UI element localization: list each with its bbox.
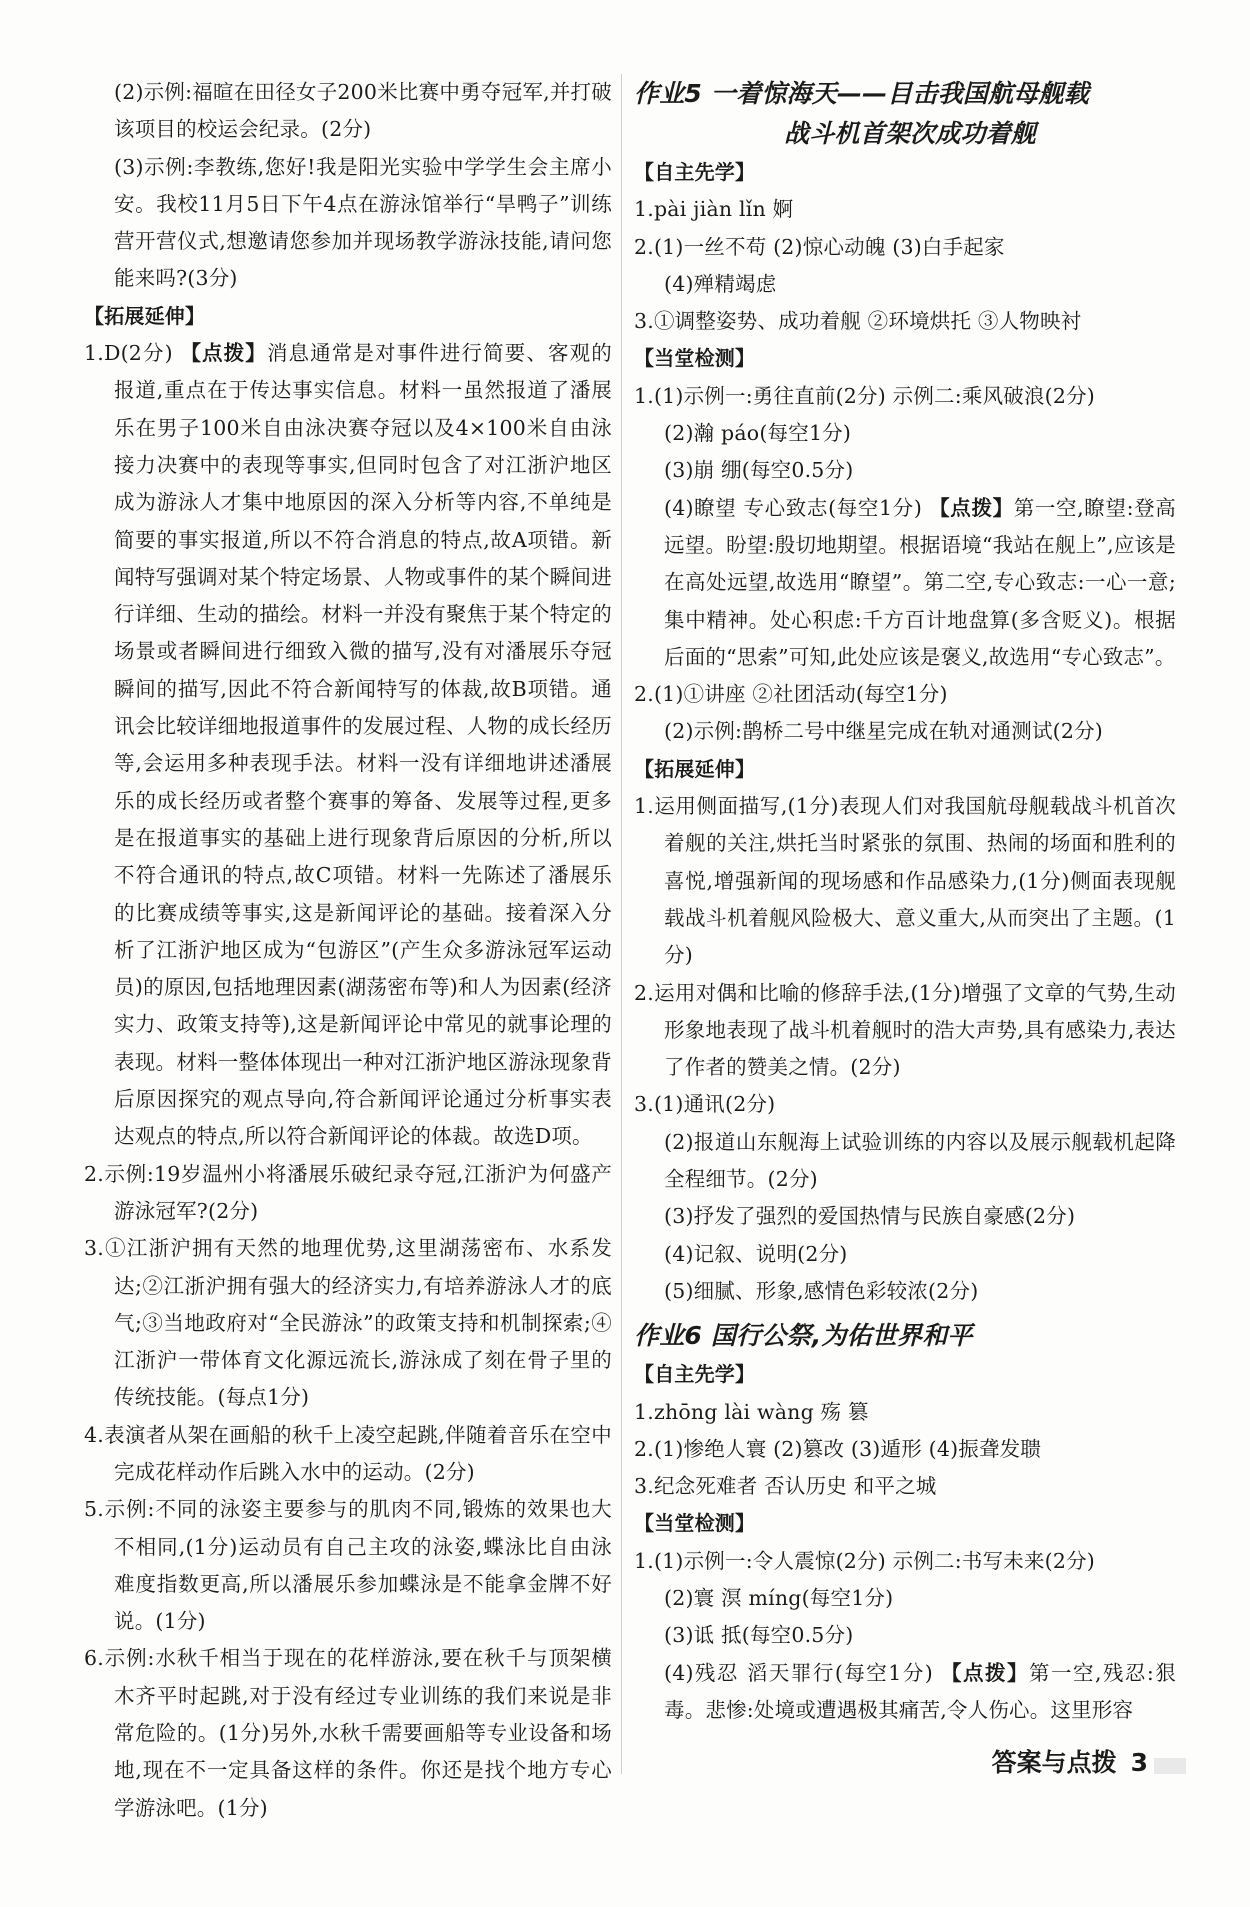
- answer-item: 1.zhōng lài wàng 殇 篡: [634, 1399, 869, 1424]
- column-divider: [621, 74, 622, 1774]
- section-heading: 【当堂检测】: [634, 346, 756, 371]
- answer-item: 2.(1)惨绝人寰 (2)篡改 (3)遁形 (4)振聋发聩: [634, 1436, 1042, 1461]
- answer-text: (3)示例:李教练,您好!我是阳光实验中学学生会主席小安。我校11月5日下午4点在游泳馆举行“旱鸭子”训练营开营仪式,想邀请您参加并现场教学游泳技能,请问您能来吗?(3分): [114, 154, 612, 291]
- answer-item: (2)寰 溟 míng(每空1分): [664, 1585, 894, 1610]
- answer-item: (4)瞭望 专心致志(每空1分) 【点拨】第一空,瞭望:登高远望。盼望:殷切地期望。根据语境“我站在舰上”,应该是在高处远望,故选用“瞭望”。第二空,专心致志:一心一意;集中精神。处心积虑:千方百计地盘算(多含贬义)。根据后面的“思索”可知,此处应该是褒义,故选用“专心致志”。: [664, 495, 1176, 669]
- answer-item: 1.pài jiàn lǐn 婀: [634, 197, 794, 222]
- answer-item: 3.①调整姿势、成功着舰 ②环境烘托 ③人物映衬: [634, 309, 1082, 334]
- answer-item: 6.示例:水秋千相当于现在的花样游泳,要在秋千与顶架横木齐平时起跳,对于没有经过专业训练的我们来说是非常危险的。(1分)另外,水秋千需要画船等专业设备和场地,现在不一定具备这样的条件。你还是找个地方专心学游泳吧。(1分): [84, 1646, 612, 1820]
- answer-item: 1.D(2分) 【点拨】消息通常是对事件进行简要、客观的报道,重点在于传达事实信息。材料一虽然报道了潘展乐在男子100米自由泳决赛夺冠以及4×100米自由泳接力决赛中的表现等事实,但同时包含了对江浙沪地区成为游泳人才集中地原因的深入分析等内容,不单纯是简要的事实报道,所以不符合消息的特点,故A项错。新闻特写强调对某个特定场景、人物或事件的某个瞬间进行详细、生动的描绘。材料一并没有聚焦于某个特定的场景或者瞬间进行细致入微的描写,没有对潘展乐夺冠瞬间的描写,因此不符合新闻特写的体裁,故B项错。通讯会比较详细地报道事件的发展过程、人物的成长经历等,会运用多种表现手法。材料一没有详细地讲述潘展乐的成长经历或者整个赛事的筹备、发展等过程,更多是在报道事实的基础上进行现象背后原因的分析,所以不符合通讯的特点,故C项错。材料一先陈述了潘展乐的比赛成绩等事实,这是新闻评论的基础。接着深入分析了江浙沪地区成为“包游区”(产生众多游泳冠军运动员)的原因,包括地理因素(湖荡密布等)和人为因素(经济实力、政策支持等),这是新闻评论中常见的就事论理的表现。材料一整体体现出一种对江浙沪地区游泳现象背后原因探究的观点导向,符合新闻评论通过分析事实表达观点的特点,所以符合新闻评论的体裁。故选D项。: [84, 341, 612, 1149]
- answer-item: 1.(1)示例一:勇往直前(2分) 示例二:乘风破浪(2分): [634, 383, 1096, 408]
- answer-item: (3)诋 抵(每空0.5分): [664, 1623, 854, 1648]
- footer-decoration: [1154, 1758, 1186, 1774]
- section-heading: 【自主先学】: [634, 1362, 756, 1387]
- tip-label: 【点拨】: [180, 341, 267, 366]
- answer-item: (3)抒发了强烈的爱国热情与民族自豪感(2分): [664, 1204, 1076, 1229]
- answer-item: (3)崩 绷(每空0.5分): [664, 458, 854, 483]
- answer-item: 2.(1)①讲座 ②社团活动(每空1分): [634, 682, 948, 707]
- answer-item: (4)残忍 滔天罪行(每空1分) 【点拨】第一空,残忍:狠毒。悲惨:处境或遭遇极其痛苦,令人伤心。这里形容: [664, 1660, 1177, 1722]
- answer-text: (2)示例:福暄在田径女子200米比赛中勇夺冠军,并打破该项目的校运会纪录。(2分): [114, 80, 612, 142]
- answer-item: 2.(1)一丝不苟 (2)惊心动魄 (3)白手起家: [634, 234, 1005, 259]
- answer-item: 1.运用侧面描写,(1分)表现人们对我国航母舰载战斗机首次着舰的关注,烘托当时紧张的氛围、热闹的场面和胜利的喜悦,增强新闻的现场感和作品感染力,(1分)侧面表现舰载战斗机着舰风险极大、意义重大,从而突出了主题。(1分): [634, 794, 1176, 968]
- right-column: [634, 74, 1176, 1729]
- tip-label: 【点拨】: [929, 495, 1014, 520]
- answer-item: 3.①江浙沪拥有天然的地理优势,这里湖荡密布、水系发达;②江浙沪拥有强大的经济实力,有培养游泳人才的底气;③当地政府对“全民游泳”的政策支持和机制探索;④江浙沪一带体育文化源远流长,游泳成了刻在骨子里的传统技能。(每点1分): [84, 1236, 612, 1410]
- page-number: 3: [1130, 1748, 1148, 1777]
- answer-item: (2)报道山东舰海上试验训练的内容以及展示舰载机起降全程细节。(2分): [664, 1129, 1176, 1192]
- answer-item: (4)殚精竭虑: [664, 271, 777, 296]
- section-heading: 【自主先学】: [634, 160, 756, 184]
- section-heading: 【拓展延伸】: [634, 756, 756, 781]
- homework-title: 作业6 国行公祭,为佑世界和平: [634, 1321, 973, 1351]
- answer-item: (2)瀚 páo(每空1分): [664, 421, 852, 446]
- answer-item: 5.示例:不同的泳姿主要参与的肌肉不同,锻炼的效果也大不相同,(1分)运动员有自己主攻的泳姿,蝶泳比自由泳难度指数更高,所以潘展乐参加蝶泳是不能拿金牌不好说。(1分): [84, 1497, 612, 1634]
- answer-item: 2.示例:19岁温州小将潘展乐破纪录夺冠,江浙沪为何盛产游泳冠军?(2分): [84, 1161, 612, 1223]
- answer-item: 2.运用对偶和比喻的修辞手法,(1分)增强了文章的气势,生动形象地表现了战斗机着舰时的浩大声势,具有感染力,表达了作者的赞美之情。(2分): [634, 980, 1176, 1080]
- left-column: [84, 74, 612, 1827]
- tip-label: 【点拨】: [941, 1660, 1029, 1685]
- answer-item: 4.表演者从架在画船的秋千上凌空起跳,伴随着音乐在空中完成花样动作后跳入水中的运动。(2分): [84, 1422, 612, 1484]
- section-heading: 【当堂检测】: [634, 1511, 756, 1536]
- answer-item: (5)细腻、形象,感情色彩较浓(2分): [664, 1278, 979, 1303]
- answer-item: (4)记叙、说明(2分): [664, 1241, 848, 1266]
- answer-item: 1.(1)示例一:令人震惊(2分) 示例二:书写未来(2分): [634, 1548, 1096, 1573]
- answer-item: 3.纪念死难者 否认历史 和平之城: [634, 1474, 937, 1499]
- page-footer: [992, 1743, 1148, 1779]
- answer-item: 3.(1)通讯(2分): [634, 1092, 776, 1117]
- homework-title: 作业5 一着惊海天——目击我国航母舰载 战斗机首架次成功着舰: [634, 79, 1089, 148]
- footer-label: 答案与点拨: [991, 1748, 1117, 1777]
- answer-item: (2)示例:鹊桥二号中继星完成在轨对通测试(2分): [664, 719, 1103, 744]
- section-heading: 【拓展延伸】: [84, 303, 206, 328]
